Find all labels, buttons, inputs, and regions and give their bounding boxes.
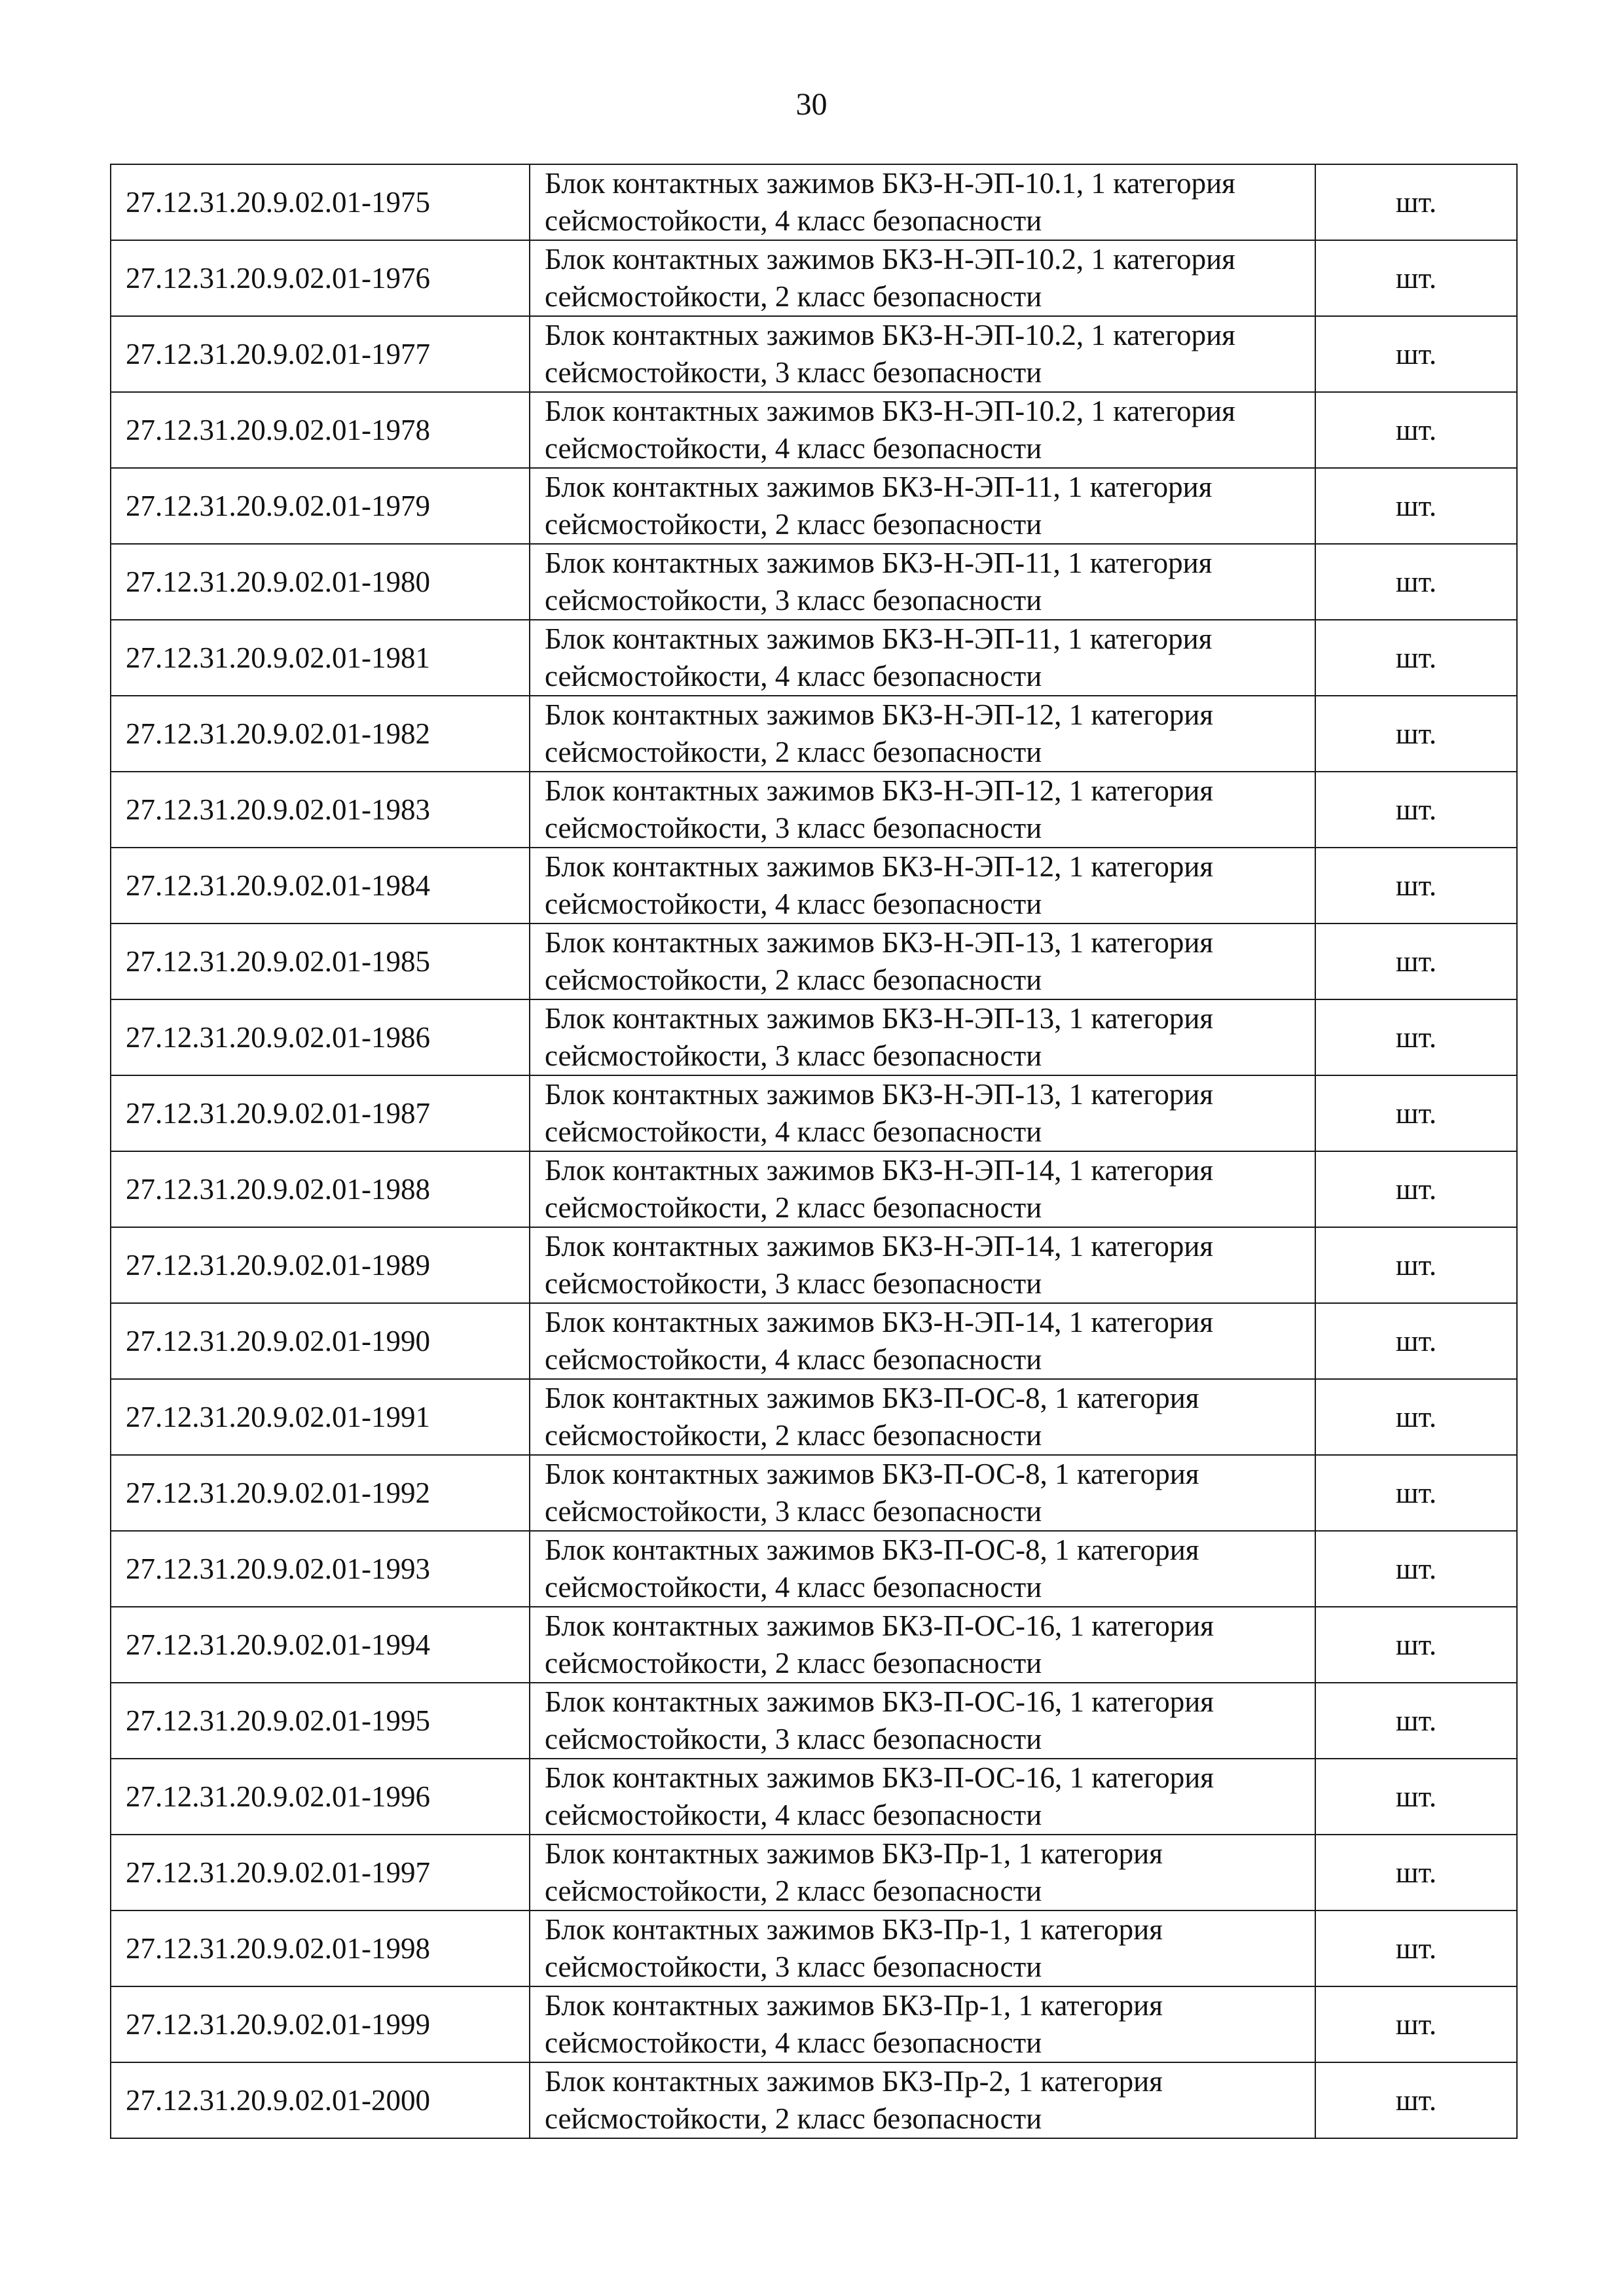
resource-name-cell: Блок контактных зажимов БКЗ-П-ОС-8, 1 категория сейсмостойкости, 3 класс безопасности — [530, 1455, 1315, 1531]
table-row — [111, 620, 1517, 696]
table-row — [111, 1910, 1517, 1986]
unit-cell: шт. — [1315, 1607, 1517, 1683]
table-row — [111, 1607, 1517, 1683]
resource-code-cell: 27.12.31.20.9.02.01-1977 — [111, 316, 530, 392]
unit-cell: шт. — [1315, 1835, 1517, 1910]
resource-name-cell: Блок контактных зажимов БКЗ-Н-ЭП-14, 1 категория сейсмостойкости, 3 класс безопасности — [530, 1227, 1315, 1303]
unit-cell: шт. — [1315, 924, 1517, 999]
resource-code-cell: 27.12.31.20.9.02.01-1997 — [111, 1835, 530, 1910]
page-number: 30 — [795, 87, 828, 122]
unit-cell: шт. — [1315, 164, 1517, 240]
resource-name-cell: Блок контактных зажимов БКЗ-П-ОС-16, 1 категория сейсмостойкости, 3 класс безопасности — [530, 1683, 1315, 1759]
resource-name-cell: Блок контактных зажимов БКЗ-Н-ЭП-14, 1 категория сейсмостойкости, 4 класс безопасности — [530, 1303, 1315, 1379]
resource-name-cell: Блок контактных зажимов БКЗ-Н-ЭП-10.1, 1 категория сейсмостойкости, 4 класс безопасности — [530, 164, 1315, 240]
table-row — [111, 164, 1517, 240]
unit-cell: шт. — [1315, 1910, 1517, 1986]
table-row — [111, 316, 1517, 392]
resource-code-cell: 27.12.31.20.9.02.01-1995 — [111, 1683, 530, 1759]
unit-cell: шт. — [1315, 392, 1517, 468]
resource-code-cell: 27.12.31.20.9.02.01-1990 — [111, 1303, 530, 1379]
table-row — [111, 2062, 1517, 2138]
resource-code-cell: 27.12.31.20.9.02.01-1998 — [111, 1910, 530, 1986]
resource-code-cell: 27.12.31.20.9.02.01-1980 — [111, 544, 530, 620]
unit-cell: шт. — [1315, 696, 1517, 772]
resource-code-cell: 27.12.31.20.9.02.01-1979 — [111, 468, 530, 544]
table-row — [111, 468, 1517, 544]
resource-code-cell: 27.12.31.20.9.02.01-1976 — [111, 240, 530, 316]
unit-cell: шт. — [1315, 1986, 1517, 2062]
resource-name-cell: Блок контактных зажимов БКЗ-Н-ЭП-10.2, 1 категория сейсмостойкости, 4 класс безопасности — [530, 392, 1315, 468]
resource-code-cell: 27.12.31.20.9.02.01-1992 — [111, 1455, 530, 1531]
resource-code-cell: 27.12.31.20.9.02.01-1996 — [111, 1759, 530, 1835]
resource-name-cell: Блок контактных зажимов БКЗ-Н-ЭП-10.2, 1 категория сейсмостойкости, 2 класс безопасности — [530, 240, 1315, 316]
unit-cell: шт. — [1315, 240, 1517, 316]
unit-cell: шт. — [1315, 1759, 1517, 1835]
resource-name-cell: Блок контактных зажимов БКЗ-Н-ЭП-11, 1 категория сейсмостойкости, 4 класс безопасности — [530, 620, 1315, 696]
resource-code-cell: 27.12.31.20.9.02.01-1984 — [111, 848, 530, 924]
unit-cell: шт. — [1315, 1379, 1517, 1455]
unit-cell: шт. — [1315, 848, 1517, 924]
unit-cell: шт. — [1315, 1683, 1517, 1759]
resource-name-cell: Блок контактных зажимов БКЗ-Пр-1, 1 категория сейсмостойкости, 4 класс безопасности — [530, 1986, 1315, 2062]
unit-cell: шт. — [1315, 999, 1517, 1075]
resource-name-cell: Блок контактных зажимов БКЗ-Н-ЭП-11, 1 категория сейсмостойкости, 3 класс безопасности — [530, 544, 1315, 620]
table-row — [111, 1303, 1517, 1379]
resource-code-cell: 27.12.31.20.9.02.01-1983 — [111, 772, 530, 848]
unit-cell: шт. — [1315, 468, 1517, 544]
resource-code-cell: 27.12.31.20.9.02.01-1991 — [111, 1379, 530, 1455]
table-row — [111, 999, 1517, 1075]
resource-name-cell: Блок контактных зажимов БКЗ-Н-ЭП-12, 1 категория сейсмостойкости, 4 класс безопасности — [530, 848, 1315, 924]
table-row — [111, 1379, 1517, 1455]
resource-table — [110, 164, 1518, 2139]
resource-name-cell: Блок контактных зажимов БКЗ-П-ОС-16, 1 категория сейсмостойкости, 4 класс безопасности — [530, 1759, 1315, 1835]
unit-cell: шт. — [1315, 1455, 1517, 1531]
resource-code-cell: 27.12.31.20.9.02.01-1999 — [111, 1986, 530, 2062]
table-row — [111, 924, 1517, 999]
resource-name-cell: Блок контактных зажимов БКЗ-Н-ЭП-12, 1 категория сейсмостойкости, 2 класс безопасности — [530, 696, 1315, 772]
table-row — [111, 1151, 1517, 1227]
table-row — [111, 1075, 1517, 1151]
resource-code-cell: 27.12.31.20.9.02.01-1987 — [111, 1075, 530, 1151]
resource-name-cell: Блок контактных зажимов БКЗ-Н-ЭП-13, 1 категория сейсмостойкости, 3 класс безопасности — [530, 999, 1315, 1075]
resource-code-cell: 27.12.31.20.9.02.01-1982 — [111, 696, 530, 772]
table-body — [111, 164, 1517, 2138]
resource-code-cell: 27.12.31.20.9.02.01-1985 — [111, 924, 530, 999]
table-row — [111, 1227, 1517, 1303]
unit-cell: шт. — [1315, 1227, 1517, 1303]
unit-cell: шт. — [1315, 772, 1517, 848]
resource-code-cell: 27.12.31.20.9.02.01-2000 — [111, 2062, 530, 2138]
resource-name-cell: Блок контактных зажимов БКЗ-П-ОС-16, 1 категория сейсмостойкости, 2 класс безопасности — [530, 1607, 1315, 1683]
unit-cell: шт. — [1315, 620, 1517, 696]
table-row — [111, 696, 1517, 772]
resource-name-cell: Блок контактных зажимов БКЗ-Пр-2, 1 категория сейсмостойкости, 2 класс безопасности — [530, 2062, 1315, 2138]
resource-name-cell: Блок контактных зажимов БКЗ-Н-ЭП-11, 1 категория сейсмостойкости, 2 класс безопасности — [530, 468, 1315, 544]
table-row — [111, 392, 1517, 468]
table-row — [111, 1455, 1517, 1531]
table-row — [111, 1835, 1517, 1910]
resource-name-cell: Блок контактных зажимов БКЗ-Н-ЭП-12, 1 категория сейсмостойкости, 3 класс безопасности — [530, 772, 1315, 848]
unit-cell: шт. — [1315, 1151, 1517, 1227]
resource-name-cell: Блок контактных зажимов БКЗ-Пр-1, 1 категория сейсмостойкости, 2 класс безопасности — [530, 1835, 1315, 1910]
unit-cell: шт. — [1315, 1075, 1517, 1151]
resource-code-cell: 27.12.31.20.9.02.01-1986 — [111, 999, 530, 1075]
resource-code-cell: 27.12.31.20.9.02.01-1978 — [111, 392, 530, 468]
resource-name-cell: Блок контактных зажимов БКЗ-П-ОС-8, 1 категория сейсмостойкости, 2 класс безопасности — [530, 1379, 1315, 1455]
table-row — [111, 544, 1517, 620]
unit-cell: шт. — [1315, 1303, 1517, 1379]
resource-code-cell: 27.12.31.20.9.02.01-1993 — [111, 1531, 530, 1607]
table-row — [111, 240, 1517, 316]
resource-name-cell: Блок контактных зажимов БКЗ-Пр-1, 1 категория сейсмостойкости, 3 класс безопасности — [530, 1910, 1315, 1986]
table-row — [111, 1986, 1517, 2062]
table-row — [111, 1531, 1517, 1607]
resource-code-cell: 27.12.31.20.9.02.01-1981 — [111, 620, 530, 696]
table-row — [111, 848, 1517, 924]
resource-name-cell: Блок контактных зажимов БКЗ-П-ОС-8, 1 категория сейсмостойкости, 4 класс безопасности — [530, 1531, 1315, 1607]
resource-code-cell: 27.12.31.20.9.02.01-1988 — [111, 1151, 530, 1227]
resource-name-cell: Блок контактных зажимов БКЗ-Н-ЭП-10.2, 1 категория сейсмостойкости, 3 класс безопасности — [530, 316, 1315, 392]
unit-cell: шт. — [1315, 2062, 1517, 2138]
resource-code-cell: 27.12.31.20.9.02.01-1994 — [111, 1607, 530, 1683]
resource-name-cell: Блок контактных зажимов БКЗ-Н-ЭП-14, 1 категория сейсмостойкости, 2 класс безопасности — [530, 1151, 1315, 1227]
unit-cell: шт. — [1315, 316, 1517, 392]
resource-name-cell: Блок контактных зажимов БКЗ-Н-ЭП-13, 1 категория сейсмостойкости, 2 класс безопасности — [530, 924, 1315, 999]
unit-cell: шт. — [1315, 544, 1517, 620]
resource-code-cell: 27.12.31.20.9.02.01-1975 — [111, 164, 530, 240]
table-row — [111, 1759, 1517, 1835]
resource-name-cell: Блок контактных зажимов БКЗ-Н-ЭП-13, 1 категория сейсмостойкости, 4 класс безопасности — [530, 1075, 1315, 1151]
table-row — [111, 772, 1517, 848]
unit-cell: шт. — [1315, 1531, 1517, 1607]
resource-code-cell: 27.12.31.20.9.02.01-1989 — [111, 1227, 530, 1303]
table-row — [111, 1683, 1517, 1759]
